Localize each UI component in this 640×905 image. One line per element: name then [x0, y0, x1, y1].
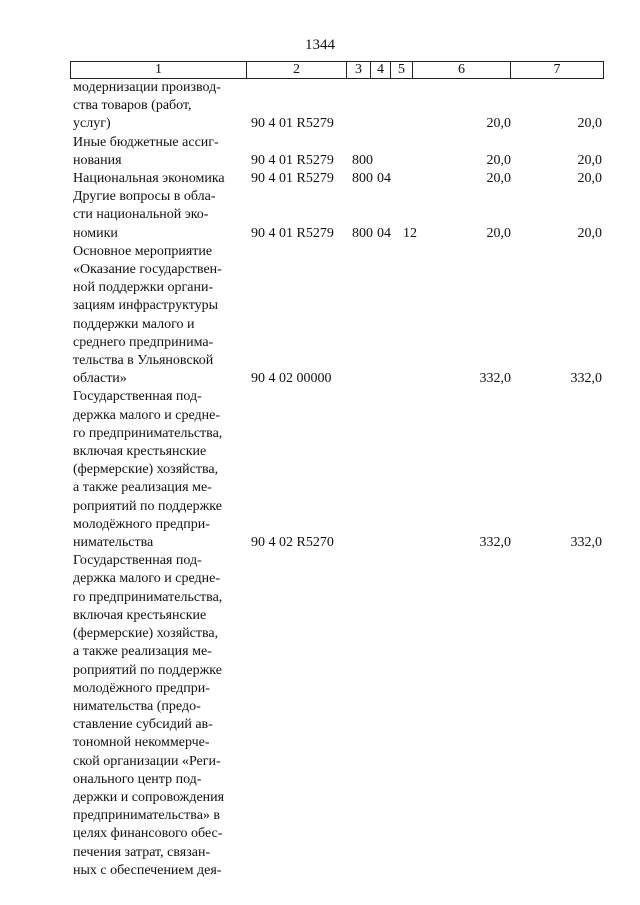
row-values	[0, 370, 640, 388]
target-article-code: 90 4 01 R5279	[251, 152, 334, 168]
amount-column-6: 20,0	[486, 225, 511, 241]
column-header-6: 6	[413, 62, 511, 78]
row-values	[0, 170, 640, 188]
amount-column-7: 20,0	[577, 116, 602, 132]
expense-type: 800	[352, 152, 373, 168]
amount-column-6: 20,0	[486, 171, 511, 187]
table-row	[0, 552, 640, 880]
page-number: 1344	[305, 37, 335, 53]
row-description: Другие вопросы в обла- сти национальной эко- номики	[73, 189, 216, 241]
row-description: Основное мероприятие «Оказание государствен- ной поддержки органи- зациям инфраструктуры поддержки малого и среднего предпринима- тельства в Ульяновской области»	[73, 243, 222, 387]
row-values	[0, 534, 640, 552]
table-row	[0, 79, 640, 134]
amount-column-7: 20,0	[577, 152, 602, 168]
row-values	[0, 152, 640, 170]
amount-column-7: 332,0	[570, 535, 602, 551]
section-code: 04	[377, 171, 391, 187]
column-header-2: 2	[247, 62, 347, 78]
table-row	[0, 388, 640, 552]
table-header	[70, 61, 604, 79]
amount-column-7: 20,0	[577, 225, 602, 241]
column-header-4: 4	[371, 62, 391, 78]
target-article-code: 90 4 02 R5270	[251, 535, 334, 551]
row-description: модернизации производ- ства товаров (работ, услуг)	[73, 80, 221, 132]
subsection-code: 12	[403, 225, 417, 241]
table-row	[0, 170, 640, 188]
column-header-3: 3	[347, 62, 371, 78]
row-values	[0, 115, 640, 133]
column-header-5: 5	[391, 62, 413, 78]
expense-type: 800	[352, 171, 373, 187]
target-article-code: 90 4 01 R5279	[251, 171, 334, 187]
row-description: Государственная под- держка малого и средне- го предпринимательства, включая крестьянские (фермерские) хозяйства, а также реализация ме- роприятий по поддержке молодёжного предпри- нимательства (предо- ставление субсидий ав- тономной некоммерче- ской организации «Реги- онального центр под- держки и сопровождения предпринимательства» в целях финансового обес- печения затрат, связан- ных с обеспечением дея-	[73, 553, 225, 878]
amount-column-7: 20,0	[577, 171, 602, 187]
column-header-7: 7	[553, 62, 561, 77]
table-row	[0, 134, 640, 170]
table-row	[0, 243, 640, 389]
amount-column-6: 20,0	[486, 116, 511, 132]
target-article-code: 90 4 02 00000	[251, 371, 332, 387]
row-description: Государственная под- держка малого и средне- го предпринимательства, включая крестьянские (фермерские) хозяйства, а также реализация ме- роприятий по поддержке молодёжного предпри- нимательства	[73, 389, 223, 551]
amount-column-7: 332,0	[570, 371, 602, 387]
row-values	[0, 225, 640, 243]
target-article-code: 90 4 01 R5279	[251, 116, 334, 132]
section-code: 04	[377, 225, 391, 241]
table-body	[0, 79, 640, 880]
amount-column-6: 20,0	[486, 152, 511, 168]
amount-column-6: 332,0	[479, 535, 511, 551]
amount-column-6: 332,0	[479, 371, 511, 387]
row-description: Иные бюджетные ассиг- нования	[73, 134, 219, 168]
row-values	[0, 862, 640, 880]
expense-type: 800	[352, 225, 373, 241]
row-description: Национальная экономика	[73, 171, 225, 187]
table-row	[0, 188, 640, 243]
target-article-code: 90 4 01 R5279	[251, 225, 334, 241]
column-header-1: 1	[71, 62, 247, 78]
